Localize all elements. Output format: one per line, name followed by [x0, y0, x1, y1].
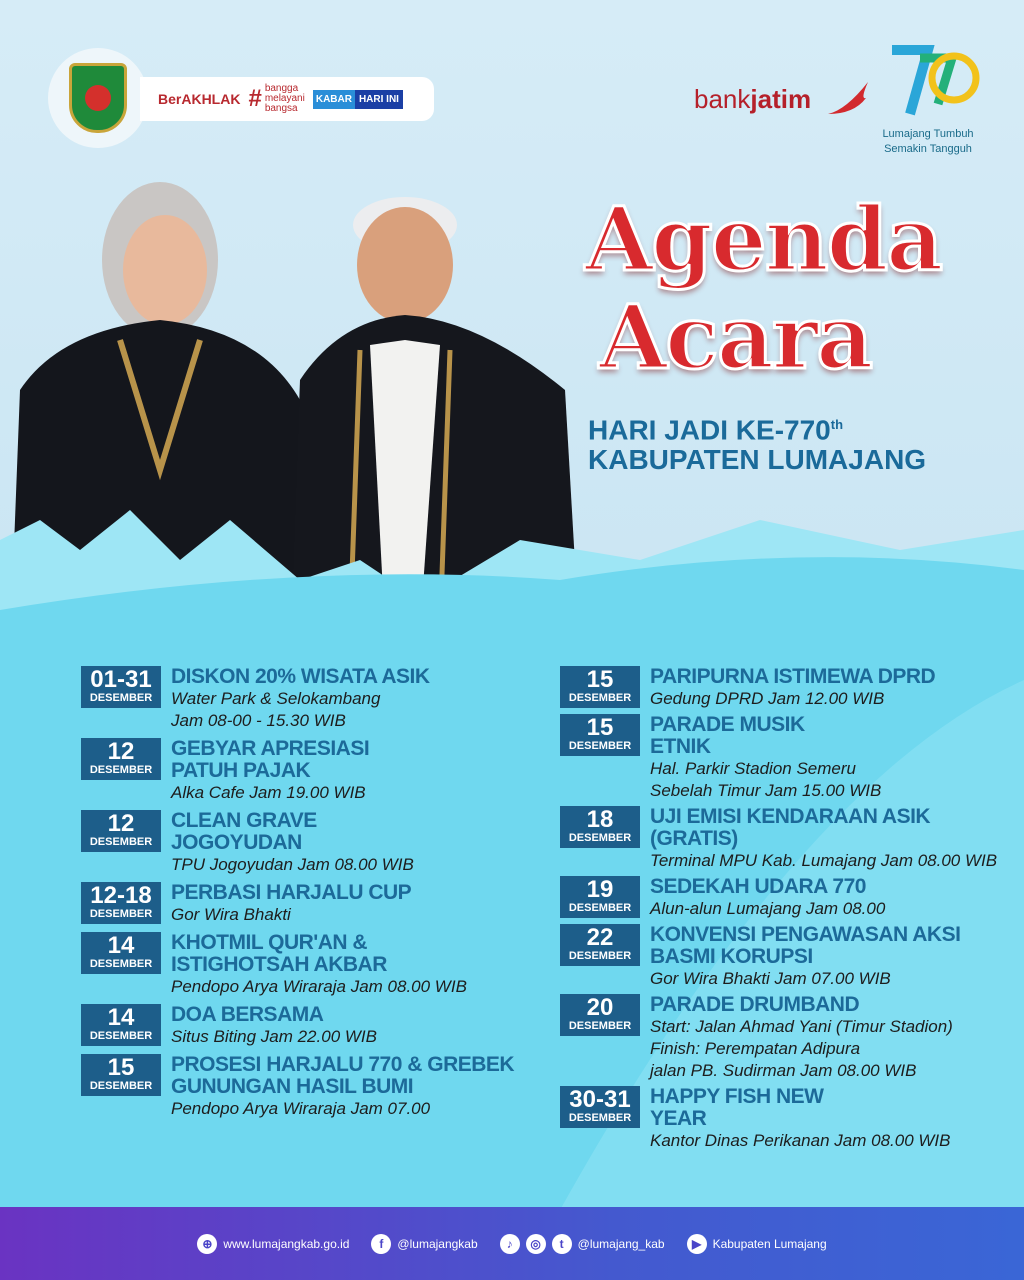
event-detail: Pendopo Arya Wiraraja Jam 08.00 WIB [171, 977, 467, 996]
event-detail: Pendopo Arya Wiraraja Jam 07.00 [171, 1099, 431, 1118]
date-box: 22 DESEMBER [560, 924, 640, 966]
event-title: KONVENSI PENGAWASAN AKSI BASMI KORUPSI [650, 923, 961, 968]
facebook-icon: f [371, 1234, 391, 1254]
event-detail: TPU Jogoyudan Jam 08.00 WIB [171, 855, 414, 874]
berakhlak-logo: BerAKHLAK [158, 91, 241, 107]
left-event-list [81, 666, 553, 1120]
event-detail: jalan PB. Sudirman Jam 08.00 WIB [650, 1061, 917, 1080]
event-item [81, 810, 553, 876]
event-title: DOA BERSAMA [171, 1003, 324, 1026]
event-detail: Alka Cafe Jam 19.00 WIB [171, 783, 366, 802]
event-detail: Water Park & Selokambang [171, 689, 381, 708]
youtube-icon: ▶ [687, 1234, 707, 1254]
event-detail: Kantor Dinas Perikanan Jam 08.00 WIB [650, 1131, 951, 1150]
event-item [81, 932, 553, 998]
main-title: Agenda Acara [585, 187, 942, 389]
date-box: 01-31 DESEMBER [81, 666, 161, 708]
instagram-icon: ◎ [526, 1234, 546, 1254]
date-box: 14 DESEMBER [81, 932, 161, 974]
event-detail: Alun-alun Lumajang Jam 08.00 [650, 899, 886, 918]
event-item [560, 714, 1024, 802]
event-item [81, 882, 553, 926]
event-item [560, 876, 1024, 920]
date-box: 14 DESEMBER [81, 1004, 161, 1046]
event-detail: Gor Wira Bhakti Jam 07.00 WIB [650, 969, 891, 988]
footer [0, 1207, 1024, 1280]
event-item [81, 1004, 553, 1048]
event-title: KHOTMIL QUR'AN & ISTIGHOTSAH AKBAR [171, 931, 387, 976]
event-detail: Start: Jalan Ahmad Yani (Timur Stadion) [650, 1017, 953, 1036]
event-detail: Terminal MPU Kab. Lumajang Jam 08.00 WIB [650, 851, 998, 870]
event-title: PARADE MUSIK ETNIK [650, 713, 805, 758]
event-title: PARADE DRUMBAND [650, 993, 860, 1016]
event-detail: Hal. Parkir Stadion Semeru [650, 759, 856, 778]
event-detail: Jam 08-00 - 15.30 WIB [171, 711, 346, 730]
badge-bar [140, 77, 434, 121]
event-detail: Gor Wira Bhakti [171, 905, 291, 924]
date-box: 12 DESEMBER [81, 810, 161, 852]
date-box: 18 DESEMBER [560, 806, 640, 848]
event-detail: Sebelah Timur Jam 15.00 WIB [650, 781, 882, 800]
date-box: 19 DESEMBER [560, 876, 640, 918]
right-event-list [560, 666, 1024, 1152]
event-title: DISKON 20% WISATA ASIK [171, 665, 430, 688]
event-title: PROSESI HARJALU 770 & GREBEK GUNUNGAN HASIL BUMI [171, 1053, 515, 1098]
event-item [560, 994, 1024, 1082]
facebook-link[interactable]: f @lumajangkab [371, 1234, 477, 1254]
date-box: 15 DESEMBER [81, 1054, 161, 1096]
event-item [560, 666, 1024, 710]
event-title: PARIPURNA ISTIMEWA DPRD [650, 665, 936, 688]
globe-icon: ⊕ [197, 1234, 217, 1254]
event-detail: Situs Biting Jam 22.00 WIB [171, 1027, 377, 1046]
event-item [81, 738, 553, 804]
bangga-melayani-logo: # bangga melayani bangsa [248, 83, 305, 114]
event-item [81, 1054, 553, 1120]
date-box: 15 DESEMBER [560, 714, 640, 756]
tiktok-icon: ♪ [500, 1234, 520, 1254]
kabar-hari-ini-logo: KABAR HARI INI [313, 90, 403, 109]
twitter-icon: t [552, 1234, 572, 1254]
event-detail: Gedung DPRD Jam 12.00 WIB [650, 689, 885, 708]
event-title: SEDEKAH UDARA 770 [650, 875, 866, 898]
date-box: 30-31 DESEMBER [560, 1086, 640, 1128]
subtitle: HARI JADI KE-770th KABUPATEN LUMAJANG [588, 414, 927, 476]
website-link[interactable]: ⊕ www.lumajangkab.go.id [197, 1234, 349, 1254]
event-title: CLEAN GRAVE JOGOYUDAN [171, 809, 317, 854]
event-title: PERBASI HARJALU CUP [171, 881, 412, 904]
regency-logo [48, 48, 148, 148]
date-box: 12-18 DESEMBER [81, 882, 161, 924]
event-item [560, 924, 1024, 990]
date-box: 12 DESEMBER [81, 738, 161, 780]
event-detail: Finish: Perempatan Adipura [650, 1039, 861, 1058]
anniversary-770-logo [880, 44, 980, 124]
event-title: UJI EMISI KENDARAAN ASIK (GRATIS) [650, 805, 931, 850]
bankjatim-logo: bankjatim [694, 84, 812, 114]
event-item [560, 1086, 1024, 1152]
regency-shield-icon [69, 63, 127, 133]
bankjatim-wing-icon [826, 80, 870, 116]
tagline: Lumajang Tumbuh Semakin Tangguh [882, 128, 974, 155]
youtube-link[interactable]: ▶ Kabupaten Lumajang [687, 1234, 827, 1254]
date-box: 20 DESEMBER [560, 994, 640, 1036]
social-link[interactable]: ♪ ◎ t @lumajang_kab [500, 1234, 665, 1254]
event-title: GEBYAR APRESIASI PATUH PAJAK [171, 737, 370, 782]
date-box: 15 DESEMBER [560, 666, 640, 708]
event-item [81, 666, 553, 732]
event-item [560, 806, 1024, 872]
event-title: HAPPY FISH NEW YEAR [650, 1085, 824, 1130]
